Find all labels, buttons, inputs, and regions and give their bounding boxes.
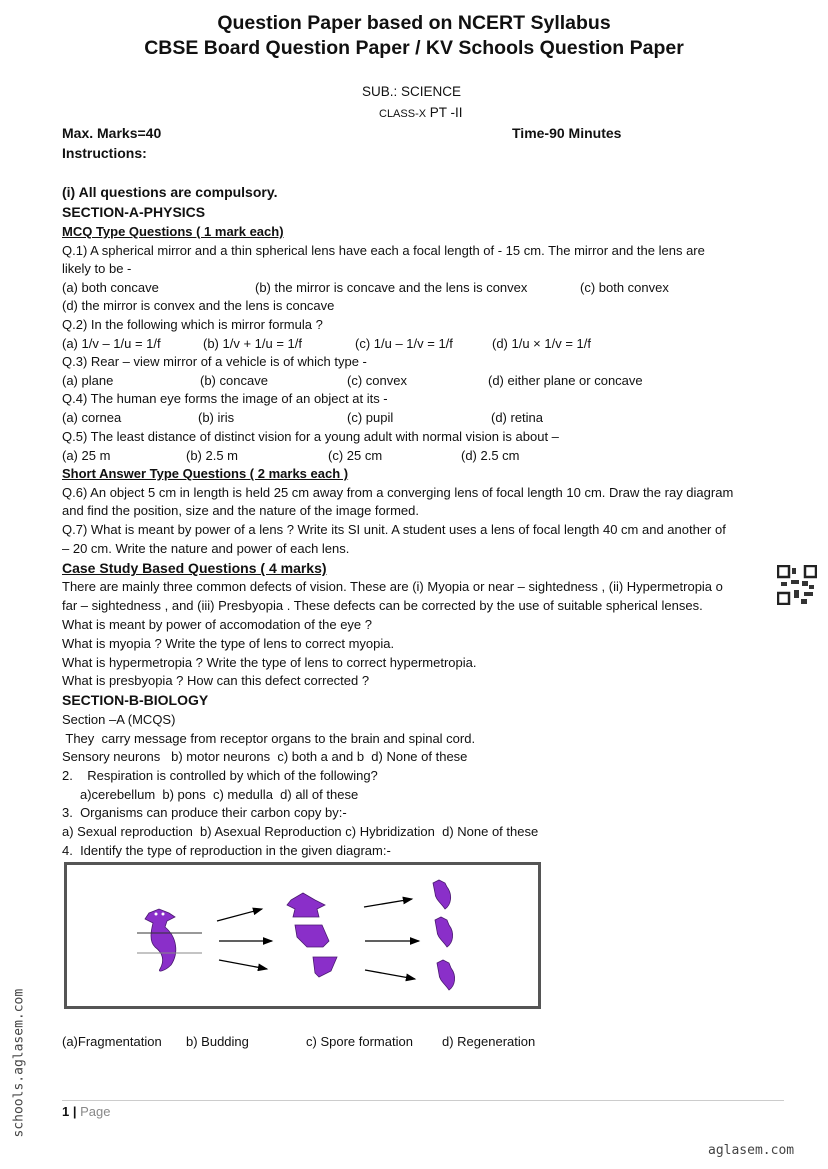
short-answer-heading: Short Answer Type Questions ( 2 marks each ) bbox=[62, 466, 349, 481]
q1-option-b: (b) the mirror is concave and the lens is convex bbox=[255, 280, 528, 295]
q1-option-c: (c) both convex bbox=[580, 280, 669, 295]
q2-option-b: (b) 1/v + 1/u = 1/f bbox=[203, 336, 302, 351]
instructions-label: Instructions: bbox=[62, 145, 147, 161]
qr-code-icon bbox=[777, 565, 817, 605]
q3-option-b: (b) concave bbox=[200, 373, 268, 388]
bio-q4-option-c: c) Spore formation bbox=[306, 1034, 413, 1049]
max-marks: Max. Marks=40 bbox=[62, 125, 162, 141]
bio-q3-text: 3. Organisms can produce their carbon copy by:- bbox=[62, 805, 347, 820]
time: Time-90 Minutes bbox=[512, 125, 622, 141]
page-label: Page bbox=[80, 1104, 111, 1119]
q2-option-c: (c) 1/u – 1/v = 1/f bbox=[355, 336, 453, 351]
case-study-text-1: There are mainly three common defects of vision. These are (i) Myopia or near – sightedness , (ii) Hypermetropia o bbox=[62, 579, 723, 594]
case-question-4: What is presbyopia ? How can this defect corrected ? bbox=[62, 673, 370, 688]
case-study-heading: Case Study Based Questions ( 4 marks) bbox=[62, 560, 327, 576]
bio-q2-text: 2. Respiration is controlled by which of the following? bbox=[62, 768, 378, 783]
q4-option-b: (b) iris bbox=[198, 410, 235, 425]
case-study-text-2: far – sightedness , and (iii) Presbyopia . These defects can be corrected by the use of suitable spherical lenses. bbox=[62, 598, 703, 613]
planaria-whole bbox=[145, 909, 176, 971]
subject: SUB.: SCIENCE bbox=[362, 84, 462, 99]
q7-text-cont: – 20 cm. Write the nature and power of each lens. bbox=[62, 541, 350, 556]
case-question-1: What is meant by power of accomodation of the eye ? bbox=[62, 617, 373, 632]
case-question-3: What is hypermetropia ? Write the type of lens to correct hypermetropia. bbox=[62, 655, 477, 670]
page-footer: 1 | Page bbox=[62, 1104, 111, 1119]
section-b-heading: SECTION-B-BIOLOGY bbox=[62, 692, 209, 708]
paper-title-2: CBSE Board Question Paper / KV Schools Question Paper bbox=[144, 37, 684, 59]
q1-text-cont: likely to be - bbox=[62, 261, 132, 276]
q5-option-a: (a) 25 m bbox=[62, 448, 111, 463]
q4-option-c: (c) pupil bbox=[347, 410, 394, 425]
q4-option-a: (a) cornea bbox=[62, 410, 122, 425]
q2-option-a: (a) 1/v – 1/u = 1/f bbox=[62, 336, 161, 351]
q1-option-d: (d) the mirror is convex and the lens is concave bbox=[62, 298, 335, 313]
section-b-sub: Section –A (MCQS) bbox=[62, 712, 176, 727]
bio-q4-option-b: b) Budding bbox=[186, 1034, 249, 1049]
footer-divider bbox=[62, 1100, 784, 1101]
case-question-2: What is myopia ? Write the type of lens to correct myopia. bbox=[62, 636, 395, 651]
q5-option-c: (c) 25 cm bbox=[328, 448, 383, 463]
mcq-heading: MCQ Type Questions ( 1 mark each) bbox=[62, 224, 284, 239]
bottom-watermark: aglasem.com bbox=[708, 1143, 795, 1158]
q5-option-b: (b) 2.5 m bbox=[186, 448, 239, 463]
bio-q1-text: They carry message from receptor organs to the brain and spinal cord. bbox=[62, 731, 476, 746]
class-line bbox=[379, 105, 462, 122]
q6-text: Q.6) An object 5 cm in length is held 25 cm away from a converging lens of focal length 10 cm. Draw the ray diagram bbox=[62, 485, 734, 500]
bio-q4-option-d: d) Regeneration bbox=[442, 1034, 536, 1049]
q6-text-cont: and find the position, size and the nature of the image formed. bbox=[62, 503, 420, 518]
bio-q4-text: 4. Identify the type of reproduction in the given diagram:- bbox=[62, 843, 391, 858]
page-number: 1 bbox=[62, 1104, 70, 1119]
paper-title-1: Question Paper based on NCERT Syllabus bbox=[217, 12, 611, 34]
side-watermark: schools.aglasem.com bbox=[11, 988, 27, 1138]
q1-option-a: (a) both concave bbox=[62, 280, 159, 295]
bio-q4-option-a: (a)Fragmentation bbox=[62, 1034, 162, 1049]
q7-text: Q.7) What is meant by power of a lens ? Write its SI unit. A student uses a lens of focal length 40 cm and another of bbox=[62, 522, 726, 537]
q3-text: Q.3) Rear – view mirror of a vehicle is of which type - bbox=[62, 354, 367, 369]
q2-option-d: (d) 1/u × 1/v = 1/f bbox=[492, 336, 591, 351]
q5-option-d: (d) 2.5 cm bbox=[461, 448, 520, 463]
q5-text: Q.5) The least distance of distinct vision for a young adult with normal vision is about – bbox=[62, 429, 559, 444]
instruction-1: (i) All questions are compulsory. bbox=[62, 184, 278, 200]
q3-option-a: (a) plane bbox=[62, 373, 114, 388]
q4-option-d: (d) retina bbox=[491, 410, 544, 425]
q1-text: Q.1) A spherical mirror and a thin spherical lens have each a focal length of - 15 cm. The mirror and the lens are bbox=[62, 243, 705, 258]
q3-option-c: (c) convex bbox=[347, 373, 407, 388]
class-pt: PT -II bbox=[429, 105, 463, 120]
planaria-regeneration-diagram bbox=[64, 862, 541, 1009]
bio-q1-options: Sensory neurons b) motor neurons c) both a and b d) None of these bbox=[62, 749, 468, 764]
class-label: CLASS-X bbox=[379, 108, 427, 120]
q3-option-d: (d) either plane or concave bbox=[488, 373, 643, 388]
section-a-heading: SECTION-A-PHYSICS bbox=[62, 204, 206, 220]
bio-q3-options: a) Sexual reproduction b) Asexual Reproduction c) Hybridization d) None of these bbox=[62, 824, 539, 839]
bio-q2-options: a)cerebellum b) pons c) medulla d) all of these bbox=[80, 787, 359, 802]
q2-text: Q.2) In the following which is mirror formula ? bbox=[62, 317, 323, 332]
q4-text: Q.4) The human eye forms the image of an object at its - bbox=[62, 391, 388, 406]
planaria-fragments bbox=[287, 880, 455, 990]
